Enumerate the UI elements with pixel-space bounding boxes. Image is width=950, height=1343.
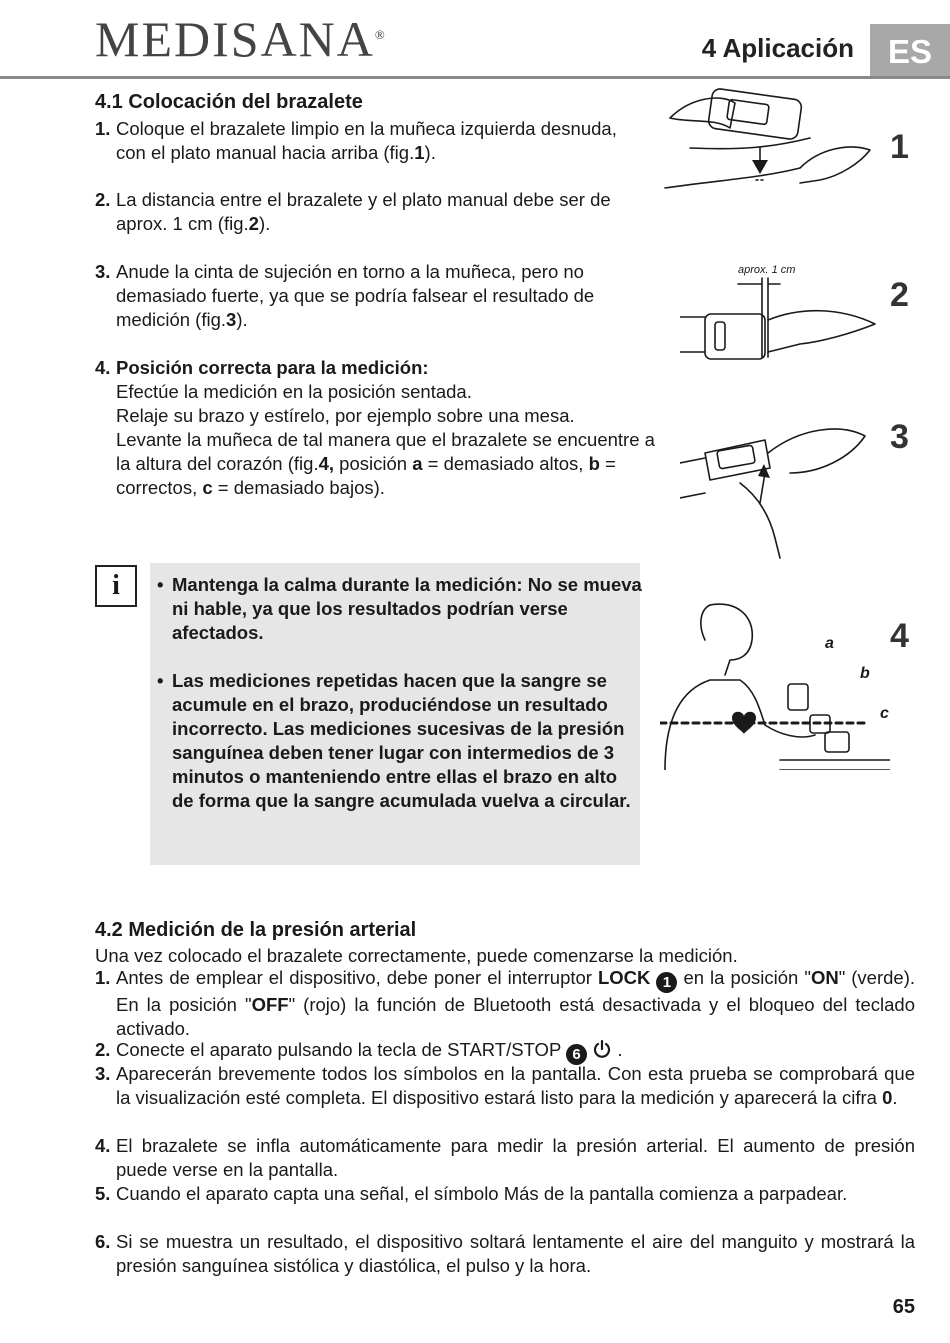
list-item xyxy=(95,117,630,165)
item-text: Posición correcta para la medición: Efectúe la medición en la posición sentada. Relaje su brazo y estírelo, por ejemplo sobre una mesa. Levante la muñeca de tal manera que el brazalete se encuentre a la altura del corazón (fig.4, posición a = demasiado altos, b = correctos, c = demasiado bajos). xyxy=(116,357,655,498)
figure-3-strap-fastening-illustration xyxy=(680,418,880,566)
figure-label-3: 3 xyxy=(890,418,909,456)
list-item xyxy=(95,1230,915,1278)
item-number: 1. xyxy=(95,118,111,139)
list-item xyxy=(95,1134,915,1182)
list-item xyxy=(95,1038,915,1065)
language-tab: ES xyxy=(870,24,950,79)
item-number: 6. xyxy=(95,1231,111,1252)
item-text: Coloque el brazalete limpio en la muñeca izquierda desnuda, con el plato manual hacia arriba (fig.1). xyxy=(116,118,617,163)
info-bullet-text: Las mediciones repetidas hacen que la sangre se acumule en el brazo, produciéndose un resultado incorrecto. Las mediciones sucesivas de la presión sanguínea deben tener lugar con intermedios de 3 minutos o manteniendo entre ellas el brazo en alto de forma que la sangre acumulada vuelva a circular. xyxy=(172,670,631,811)
position-label-c: c xyxy=(880,705,889,722)
item-number: 4. xyxy=(95,357,111,378)
item-number: 2. xyxy=(95,1039,111,1060)
item-text: Aparecerán brevemente todos los símbolos en la pantalla. Con esta prueba se comprobará que la visualización esté completa. El dispositivo estará listo para la medición y aparecerá la cifra 0. xyxy=(116,1063,915,1108)
item-number: 5. xyxy=(95,1183,111,1204)
item-number: 1. xyxy=(95,967,111,988)
item-number: 3. xyxy=(95,261,111,282)
info-bullet-text: Mantenga la calma durante la medición: No se mueva ni hable, ya que los resultados podrían verse afectados. xyxy=(172,574,642,643)
figure-4-measurement-posture-illustration xyxy=(660,600,890,770)
header-divider xyxy=(0,76,950,79)
item-text: Cuando el aparato capta una señal, el símbolo Más de la pantalla comienza a parpadear. xyxy=(116,1183,848,1204)
section-intro: Una vez colocado el brazalete correctamente, puede comenzarse la medición. xyxy=(95,945,738,966)
list-item xyxy=(95,1062,915,1110)
registered-mark: ® xyxy=(374,27,385,42)
item-text: Si se muestra un resultado, el dispositivo soltará lentamente el aire del manguito y mostrará la presión sanguínea sistólica y diastólica, el pulso y la hora. xyxy=(116,1231,915,1276)
list-item xyxy=(95,966,915,1041)
power-icon xyxy=(592,1039,612,1059)
info-icon: i xyxy=(95,565,137,607)
position-label-a: a xyxy=(825,635,834,652)
figure-label-4: 4 xyxy=(890,617,909,655)
item-heading: Posición correcta para la medición: xyxy=(116,357,429,378)
list-item xyxy=(95,260,667,332)
figure-1-wrist-cuff-illustration xyxy=(660,88,880,198)
brand-name: MEDISANA xyxy=(95,11,375,67)
item-number: 3. xyxy=(95,1063,111,1084)
item-text: Anude la cinta de sujeción en torno a la muñeca, pero no demasiado fuerte, ya que se podría falsear el resultado de medición (fig.3). xyxy=(116,261,595,330)
figure-2-caption: aprox. 1 cm xyxy=(738,264,796,276)
figure-label-2: 2 xyxy=(890,276,909,314)
figure-2-cuff-distance-illustration xyxy=(680,262,885,367)
position-label-b: b xyxy=(860,665,870,682)
start-stop-badge: 6 xyxy=(566,1044,587,1065)
brand-logo xyxy=(95,11,385,67)
item-number: 4. xyxy=(95,1135,111,1156)
page-number: 65 xyxy=(892,1296,915,1318)
section-title-4-1: 4.1 Colocación del brazalete xyxy=(95,91,363,113)
list-item xyxy=(95,188,630,236)
lock-switch-badge: 1 xyxy=(656,972,677,993)
list-item xyxy=(95,1182,915,1206)
info-bullet xyxy=(157,573,642,645)
list-item xyxy=(95,356,655,500)
item-text: El brazalete se infla automáticamente para medir la presión arterial. El aumento de presión puede verse en la pantalla. xyxy=(116,1135,915,1180)
chapter-title: 4 Aplicación xyxy=(701,33,854,63)
item-text: Conecte el aparato pulsando la tecla de START/STOP 6 . xyxy=(116,1039,623,1063)
section-title-4-2: 4.2 Medición de la presión arterial xyxy=(95,919,417,941)
info-bullet xyxy=(157,669,642,813)
item-text: Antes de emplear el dispositivo, debe poner el interruptor LOCK 1 en la posición "ON" (verde). En la posición "OFF" (rojo) la función de Bluetooth está desactivada y el bloqueo del teclado activado. xyxy=(116,967,916,1039)
bullet-dot: • xyxy=(157,574,164,595)
figure-label-1: 1 xyxy=(890,128,909,166)
item-number: 2. xyxy=(95,189,111,210)
item-text: La distancia entre el brazalete y el plato manual debe ser de aprox. 1 cm (fig.2). xyxy=(116,189,611,234)
bullet-dot: • xyxy=(157,670,164,691)
